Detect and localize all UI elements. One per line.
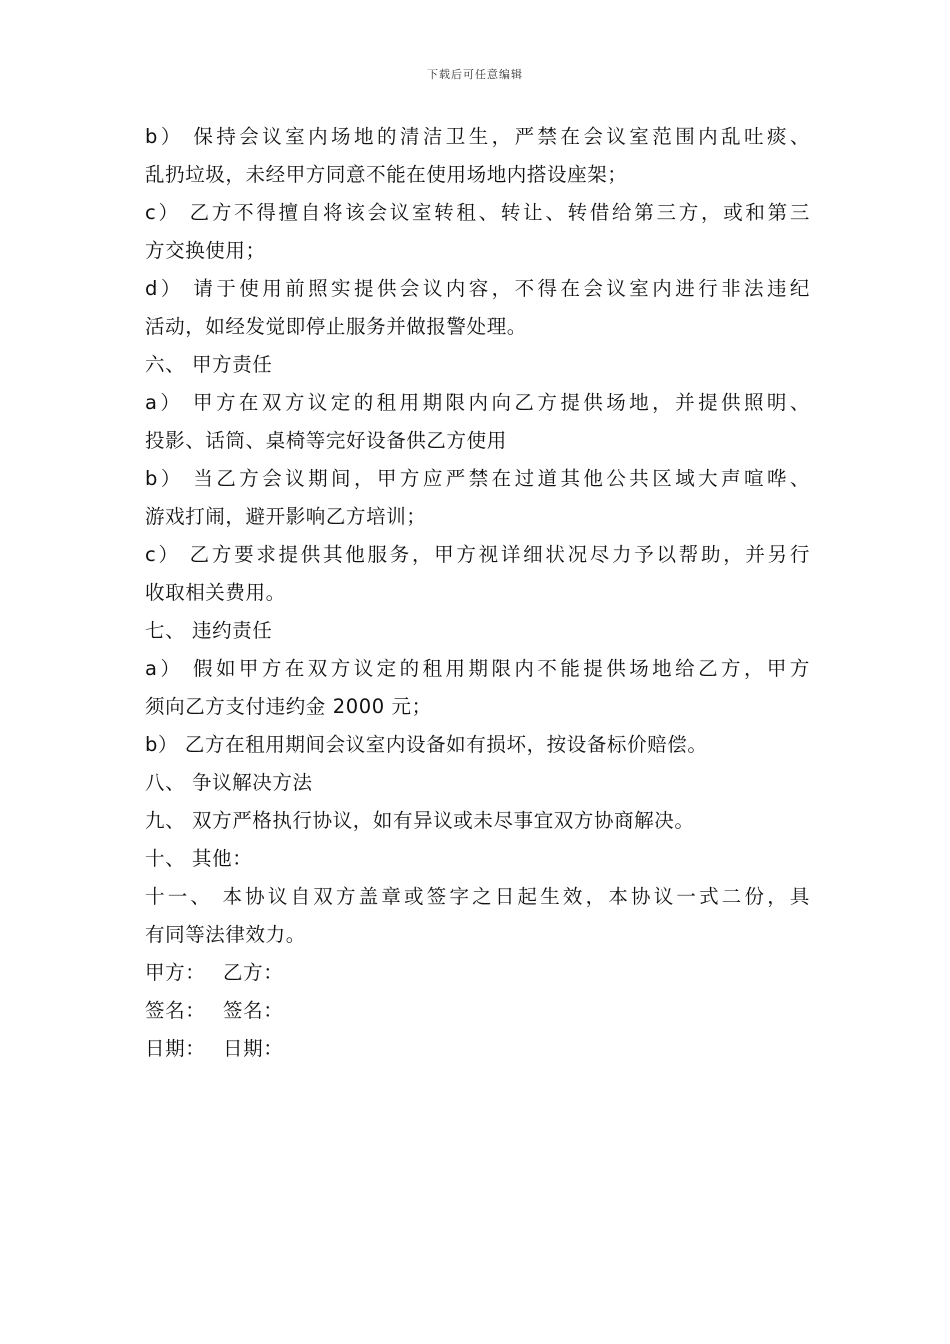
clause-line: c） 乙方不得擅自将该会议室转租、转让、转借给第三方，或和第三 xyxy=(145,201,810,224)
section-heading: 十、 其他： xyxy=(145,847,253,870)
section-heading: 八、 争议解决方法 xyxy=(145,771,313,794)
clause-line: d） 请于使用前照实提供会议内容，不得在会议室内进行非法违纪 xyxy=(145,277,810,300)
section-heading: 十一、 本协议自双方盖章或签字之日起生效，本协议一式二份，具 xyxy=(145,885,810,908)
clause-line: 收取相关费用。 xyxy=(145,581,286,604)
signature-row-party xyxy=(145,954,810,992)
clause-line: 须向乙方支付违约金 2000 元； xyxy=(145,695,432,718)
clause-line: 投影、话筒、桌椅等完好设备供乙方使用 xyxy=(145,429,507,452)
clause-line: 乱扔垃圾，未经甲方同意不能在使用场地内搭设座架； xyxy=(145,163,628,186)
section-heading: 六、 甲方责任 xyxy=(145,353,273,376)
clause-line: b） 当乙方会议期间，甲方应严禁在过道其他公共区域大声喧哗、 xyxy=(145,467,810,490)
clause-line: a） 假如甲方在双方议定的租用期限内不能提供场地给乙方，甲方 xyxy=(145,657,810,680)
contract-body xyxy=(145,118,810,1068)
clause-line: 游戏打闹，避开影响乙方培训； xyxy=(145,505,427,528)
section-heading: 七、 违约责任 xyxy=(145,619,273,642)
clause-line: b） 保持会议室内场地的清洁卫生，严禁在会议室范围内乱吐痰、 xyxy=(145,125,810,148)
clause-line: c） 乙方要求提供其他服务，甲方视详细状况尽力予以帮助，并另行 xyxy=(145,543,810,566)
date-b-label: 日期： xyxy=(223,1037,284,1060)
sign-b-label: 签名： xyxy=(223,999,284,1022)
clause-line: a） 甲方在双方议定的租用期限内向乙方提供场地，并提供照明、 xyxy=(145,391,810,414)
sign-a-label: 签名： xyxy=(145,999,206,1022)
page-header: 下载后可任意编辑 xyxy=(427,68,523,81)
clause-line: 方交换使用； xyxy=(145,239,266,262)
party-b-label: 乙方： xyxy=(223,961,284,984)
party-a-label: 甲方： xyxy=(145,961,206,984)
section-heading: 九、 双方严格执行协议，如有异议或未尽事宜双方协商解决。 xyxy=(145,809,695,832)
date-a-label: 日期： xyxy=(145,1037,206,1060)
clause-line: b） 乙方在租用期间会议室内设备如有损坏，按设备标价赔偿。 xyxy=(145,733,708,756)
signature-row-date xyxy=(145,1030,810,1068)
clause-line: 有同等法律效力。 xyxy=(145,923,306,946)
signature-row-sign xyxy=(145,992,810,1030)
clause-line: 活动，如经发觉即停止服务并做报警处理。 xyxy=(145,315,527,338)
